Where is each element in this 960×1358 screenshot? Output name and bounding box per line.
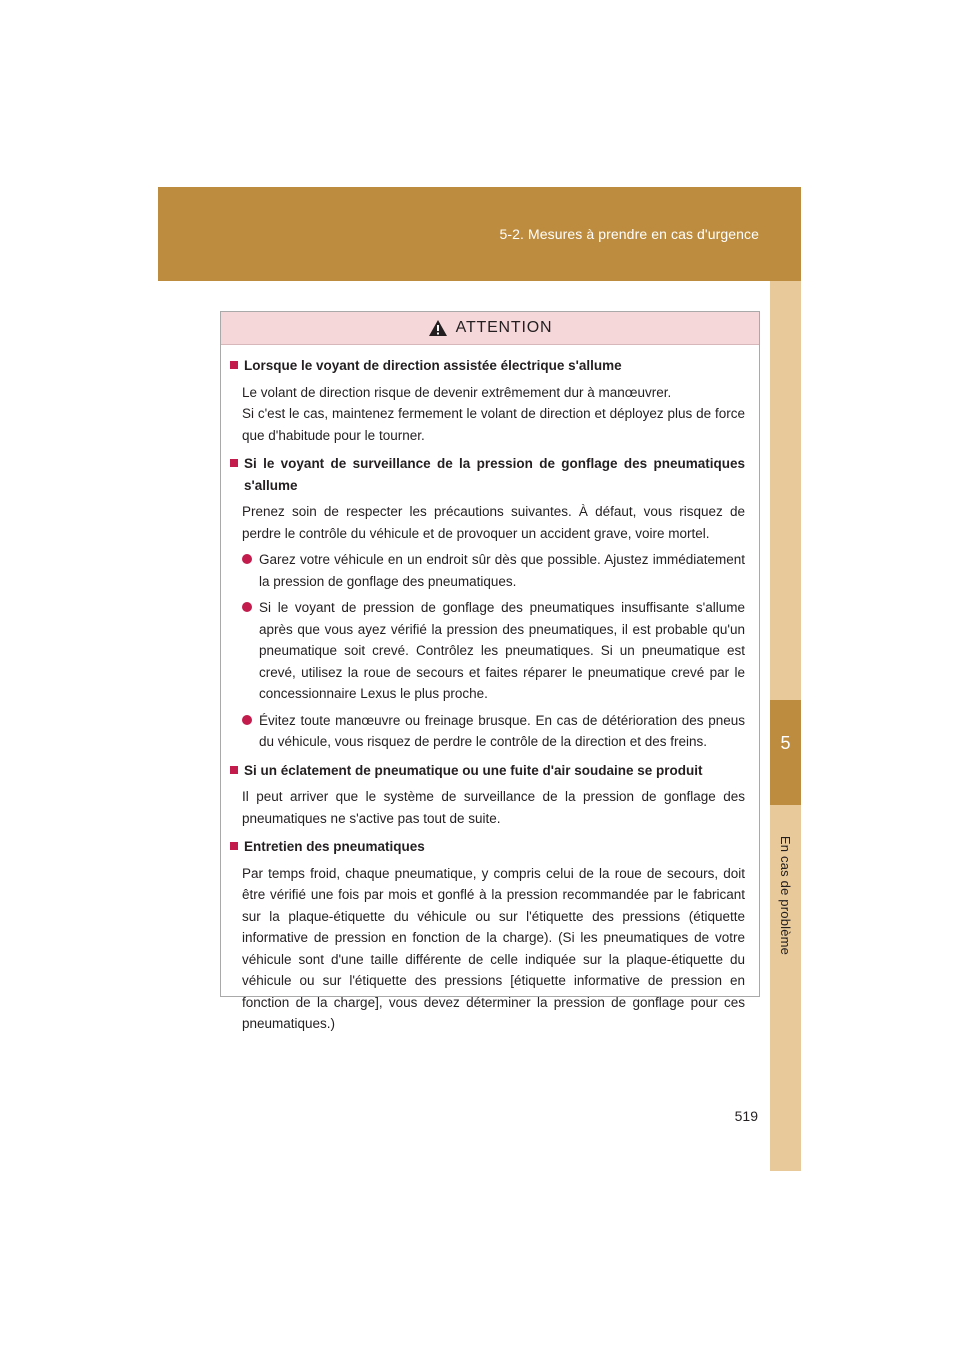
square-bullet-icon [230,459,238,467]
section-heading: Si un éclatement de pneumatique ou une fuite d'air soudaine se produit [230,760,745,782]
square-bullet-icon [230,361,238,369]
square-bullet-icon [230,766,238,774]
warning-box [220,311,760,1031]
chapter-tab [770,700,801,805]
warning-title: ATTENTION [455,319,553,336]
section-heading: Entretien des pneumatiques [230,836,745,858]
round-bullet-icon [242,602,252,612]
round-bullet-icon [242,554,252,564]
paragraph: Le volant de direction risque de devenir extrêmement dur à manœuvrer. [242,384,672,400]
warning-body [221,345,759,1035]
paragraph: Si c'est le cas, maintenez fermement le volant de direction et déployez plus de force que d'habitude pour le tourner. [242,406,745,443]
chapter-title: En cas de problème [778,835,794,955]
paragraph: Prenez soin de respecter les précautions suivantes. À défaut, vous risquez de perdre le contrôle du véhicule et de provoquer un accident grave, voire mortel. [242,504,745,541]
page-number: 519 [734,1108,758,1124]
chapter-label [770,830,801,960]
section-heading: Si le voyant de surveillance de la pression de gonflage des pneumatiques s'allume [230,453,745,496]
list-item: Si le voyant de pression de gonflage des pneumatiques insuffisante s'allume après que vous ayez vérifié la pression des pneumatiques, il est probable qu'un pneumatique soit crevé. Contrôlez les pneumatiques. Si un pneumatique est crevé, utilisez la roue de secours et faites réparer le pneumatique crevé par le concessionnaire Lexus le plus proche. [242,597,745,705]
round-bullet-icon [242,715,252,725]
paragraph: Il peut arriver que le système de surveillance de la pression de gonflage des pneumatiques ne s'active pas tout de suite. [242,789,745,826]
paragraph: Par temps froid, chaque pneumatique, y compris celui de la roue de secours, doit être vérifié une fois par mois et gonflé à la pression recommandée par le fabricant sur la plaque-étiquette du véhicule ou sur l'étiquette des pressions (étiquette informative de pression en fonction de la charge). (Si les pneumatiques de votre véhicule sont d'une taille différente de celle indiquée sur la plaque-étiquette du véhicule ou sur l'étiquette des pressions [étiquette informative de pression en fonction de la charge], vous devez déterminer la pression de gonflage pour ces pneumatiques.) [242,865,745,1031]
list-item: Évitez toute manœuvre ou freinage brusque. En cas de détérioration des pneus du véhicule, vous risquez de perdre le contrôle de la direction et des freins. [242,710,745,753]
section-heading: Lorsque le voyant de direction assistée électrique s'allume [230,355,745,377]
section-header-band [158,187,801,281]
list-item: Garez votre véhicule en un endroit sûr dès que possible. Ajustez immédiatement la pression de gonflage des pneumatiques. [242,549,745,592]
warning-header [221,312,759,345]
square-bullet-icon [230,842,238,850]
chapter-number: 5 [780,733,791,753]
section-title: 5-2. Mesures à prendre en cas d'urgence [499,226,759,242]
warning-triangle-icon [428,319,448,337]
